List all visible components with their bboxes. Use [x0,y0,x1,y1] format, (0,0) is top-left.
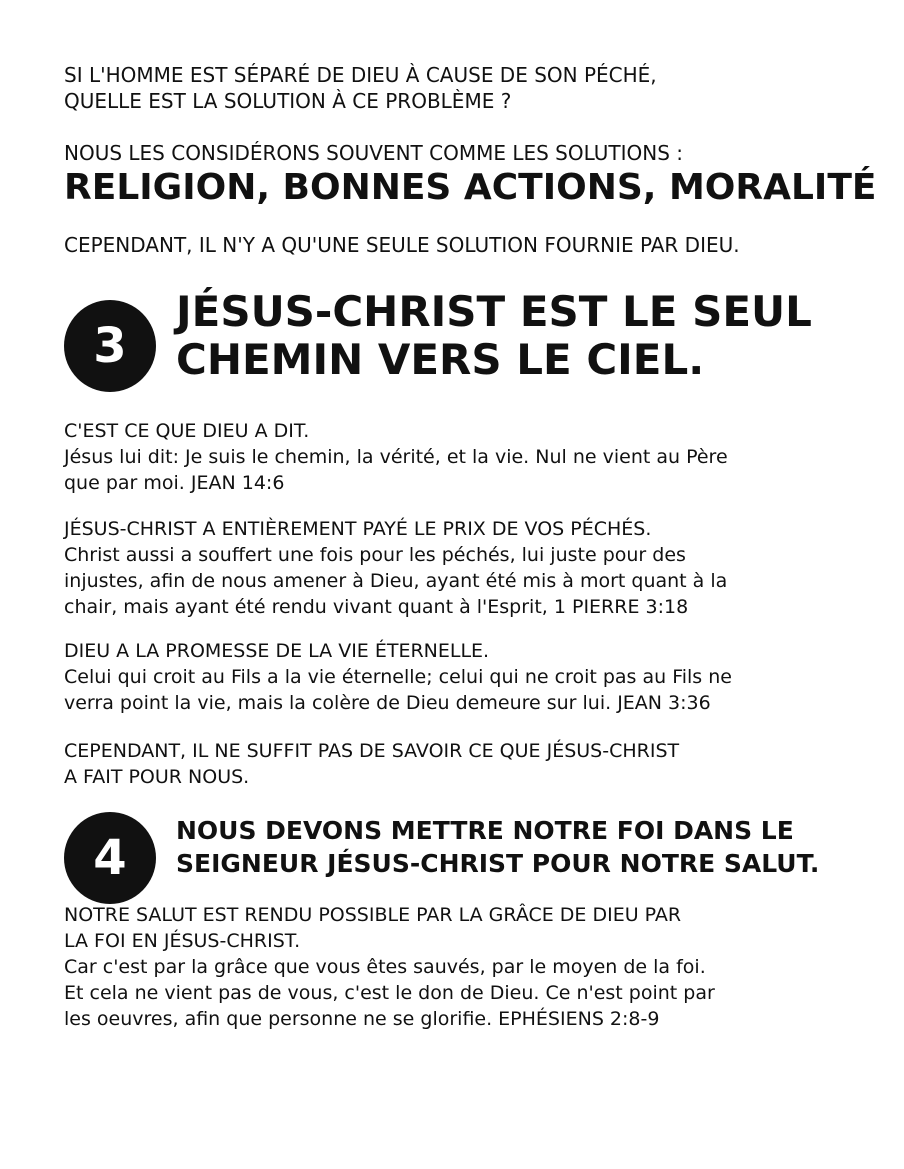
verse-line: verra point la vie, mais la colère de Dieu demeure sur lui. JEAN 3:36 [64,692,711,714]
paragraph-line: A FAIT POUR NOUS. [64,766,250,788]
verse-line: que par moi. JEAN 14:6 [64,472,285,494]
intro-line-1: SI L'HOMME EST SÉPARÉ DE DIEU À CAUSE DE SON PÉCHÉ, [64,63,657,87]
point-3-line-1: JÉSUS-CHRIST EST LE SEUL [176,287,812,336]
verse-line: Christ aussi a souffert une fois pour les péchés, lui juste pour des [64,544,686,566]
paragraph-heading: DIEU A LA PROMESSE DE LA VIE ÉTERNELLE. [64,640,490,662]
only-one-solution-text: CEPENDANT, IL N'Y A QU'UNE SEULE SOLUTION FOURNIE PAR DIEU. [64,233,740,257]
false-solutions-heading: RELIGION, BONNES ACTIONS, MORALITÉ [64,167,877,208]
paragraph-heading: C'EST CE QUE DIEU A DIT. [64,420,310,442]
paragraph-line: CEPENDANT, IL NE SUFFIT PAS DE SAVOIR CE QUE JÉSUS-CHRIST [64,740,680,762]
intro-question [64,62,657,114]
consider-text: NOUS LES CONSIDÉRONS SOUVENT COMME LES SOLUTIONS : [64,141,683,165]
paragraph-god-said [64,418,728,496]
paragraph-heading: LA FOI EN JÉSUS-CHRIST. [64,930,301,952]
verse-line: injustes, afin de nous amener à Dieu, ayant été mis à mort quant à la [64,570,728,592]
point-4-heading [176,814,819,880]
paragraph-heading: JÉSUS-CHRIST A ENTIÈREMENT PAYÉ LE PRIX DE VOS PÉCHÉS. [64,518,652,540]
verse-line: les oeuvres, afin que personne ne se glorifie. EPHÉSIENS 2:8-9 [64,1008,660,1030]
point-3-badge: 3 [64,300,156,392]
verse-line: Et cela ne vient pas de vous, c'est le don de Dieu. Ce n'est point par [64,982,715,1004]
point-3-heading [176,288,812,384]
verse-line: chair, mais ayant été rendu vivant quant à l'Esprit, 1 PIERRE 3:18 [64,596,689,618]
paragraph-price-paid [64,516,727,620]
verse-line: Jésus lui dit: Je suis le chemin, la vérité, et la vie. Nul ne vient au Père [64,446,728,468]
point-4-line-2: SEIGNEUR JÉSUS-CHRIST POUR NOTRE SALUT. [176,849,820,878]
verse-line: Celui qui croit au Fils a la vie éternelle; celui qui ne croit pas au Fils ne [64,666,732,688]
paragraph-heading: NOTRE SALUT EST RENDU POSSIBLE PAR LA GRÂCE DE DIEU PAR [64,904,682,926]
paragraph-not-enough [64,738,679,790]
paragraph-salvation-by-grace [64,902,715,1032]
verse-line: Car c'est par la grâce que vous êtes sauvés, par le moyen de la foi. [64,956,706,978]
intro-line-2: QUELLE EST LA SOLUTION À CE PROBLÈME ? [64,89,512,113]
point-3-line-2: CHEMIN VERS LE CIEL. [176,335,705,384]
point-4-badge: 4 [64,812,156,904]
paragraph-eternal-life [64,638,732,716]
point-4-line-1: NOUS DEVONS METTRE NOTRE FOI DANS LE [176,816,794,845]
